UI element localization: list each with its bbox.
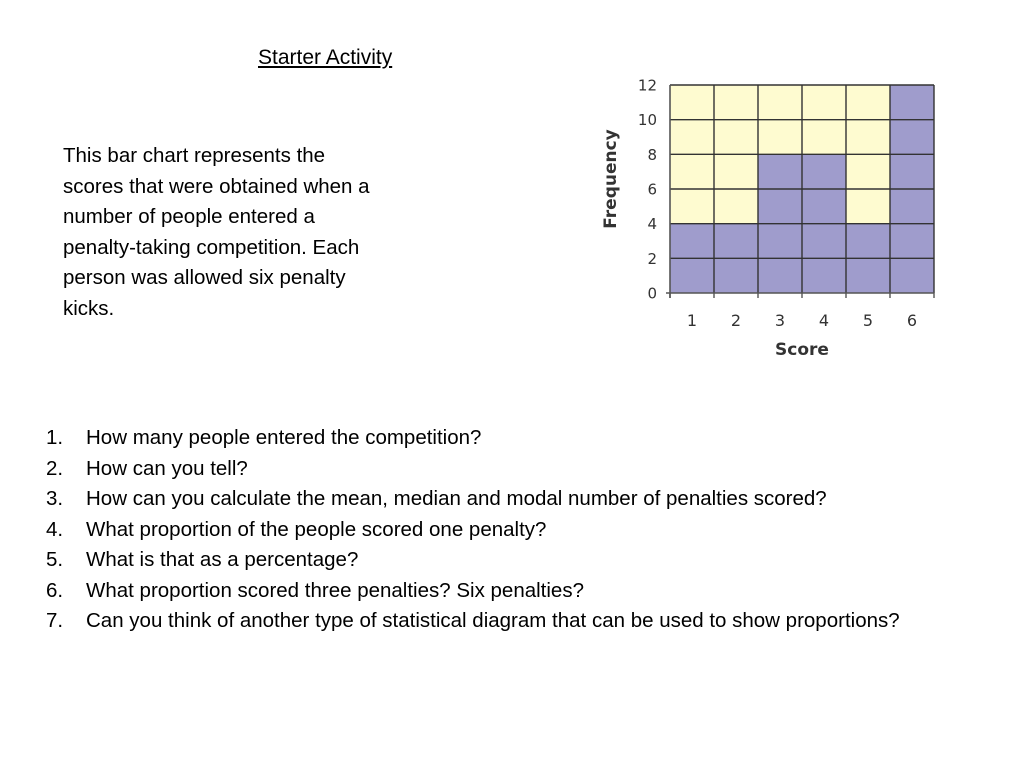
y-axis-label: Frequency [601, 129, 621, 229]
y-tick-label: 12 [637, 76, 657, 95]
question-item [46, 484, 946, 515]
question-text: How can you calculate the mean, median and modal number of penalties scored? [86, 487, 827, 510]
question-number: 7. [46, 609, 64, 632]
x-tick-label: 4 [818, 311, 830, 330]
y-tick-label: 6 [647, 180, 657, 199]
question-number: 5. [46, 548, 64, 571]
y-tick-label: 2 [647, 249, 657, 268]
question-item [46, 545, 946, 576]
x-tick-label: 5 [862, 311, 874, 330]
x-axis-label: Score [775, 340, 829, 360]
intro-paragraph: This bar chart represents the scores that were obtained when a number of people entered a penalty-taking competition. Each person was allowed six penalty kicks. [63, 144, 370, 320]
question-number: 3. [46, 487, 64, 510]
score-frequency-chart [595, 72, 945, 370]
question-text: Can you think of another type of statistical diagram that can be used to show proportions? [86, 609, 900, 632]
question-item [46, 423, 946, 454]
x-tick-label: 2 [730, 311, 742, 330]
question-item [46, 515, 946, 546]
question-text: How many people entered the competition? [86, 426, 482, 449]
question-text: How can you tell? [86, 456, 248, 480]
chart-svg [595, 72, 945, 370]
question-item [46, 606, 946, 637]
question-number: 6. [46, 578, 64, 602]
question-number: 2. [46, 456, 64, 480]
question-item [46, 454, 946, 485]
x-tick-label: 3 [774, 311, 786, 330]
slide-title: Starter Activity [258, 46, 393, 69]
question-text: What is that as a percentage? [86, 548, 359, 571]
x-tick-label: 6 [906, 311, 918, 330]
question-text: What proportion scored three penalties? Six penalties? [86, 578, 584, 602]
question-number: 4. [46, 517, 64, 541]
x-tick-label: 1 [686, 311, 698, 330]
y-tick-label: 8 [647, 145, 657, 164]
y-tick-label: 10 [637, 111, 657, 130]
question-number: 1. [46, 426, 64, 449]
question-text: What proportion of the people scored one penalty? [86, 517, 547, 541]
questions-list [46, 423, 946, 637]
y-tick-label: 0 [647, 284, 657, 303]
question-item [46, 576, 946, 607]
y-tick-label: 4 [647, 215, 657, 234]
